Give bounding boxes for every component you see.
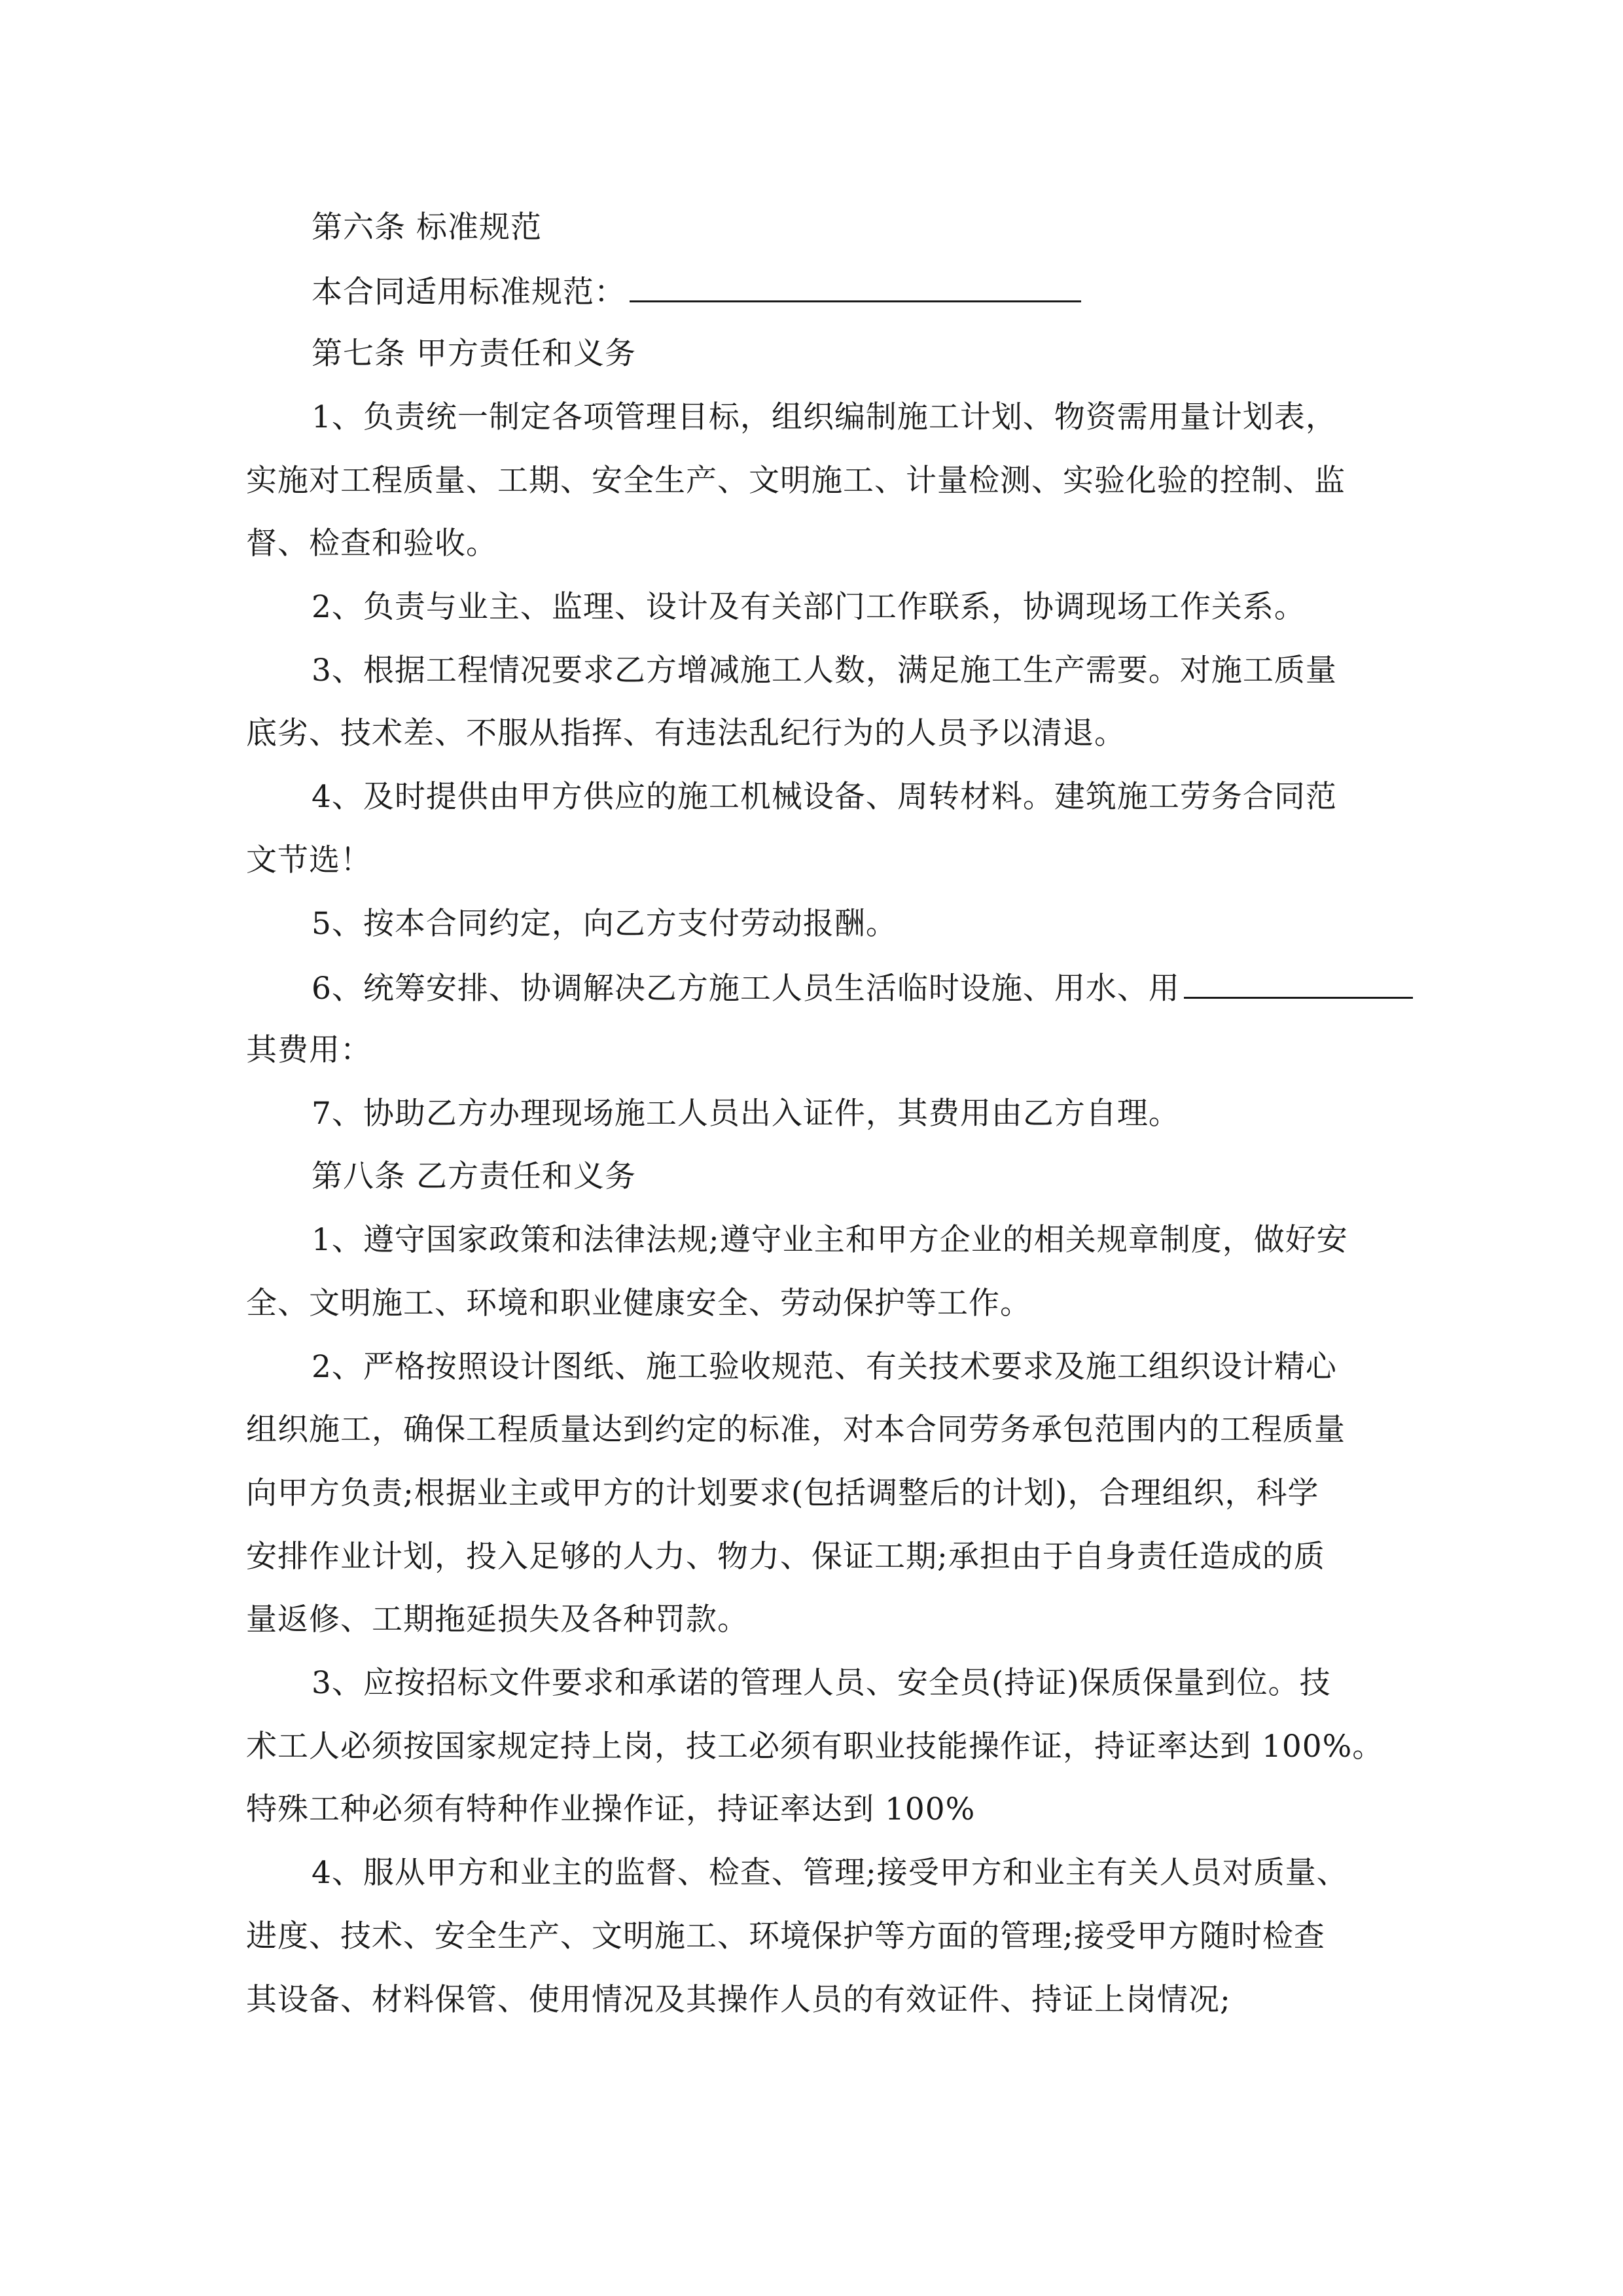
standards-line [312, 270, 1081, 313]
a7-item4-line1: 4、及时提供由甲方供应的施工机械设备、周转材料。建筑施工劳务合同范 [312, 779, 1337, 815]
a8-item1-line1: 1、遵守国家政策和法律法规;遵守业主和甲方企业的相关规章制度，做好安 [312, 1222, 1348, 1258]
a7-item1-line1: 1、负责统一制定各项管理目标，组织编制施工计划、物资需用量计划表， [312, 399, 1337, 435]
a7-item1-line2: 实施对工程质量、工期、安全生产、文明施工、计量检测、实验化验的控制、监 [246, 463, 1346, 499]
a8-item4-line1: 4、服从甲方和业主的监督、检查、管理;接受甲方和业主有关人员对质量、 [312, 1855, 1348, 1891]
a7-item3-line1: 3、根据工程情况要求乙方增减施工人数，满足施工生产需要。对施工质量 [312, 653, 1337, 689]
a7-item6-line1-wrap [312, 967, 1413, 1009]
article6-heading: 第六条 标准规范 [312, 209, 542, 245]
a7-item6-line1: 6、统筹安排、协调解决乙方施工人员生活临时设施、用水、用 [312, 971, 1180, 1007]
a8-item1-line2: 全、文明施工、环境和职业健康安全、劳动保护等工作。 [246, 1285, 1031, 1321]
a8-item4-line3: 其设备、材料保管、使用情况及其操作人员的有效证件、持证上岗情况; [246, 1982, 1231, 2018]
a8-item4-line2: 进度、技术、安全生产、文明施工、环境保护等方面的管理;接受甲方随时检查 [246, 1918, 1325, 1954]
a7-item2-line1: 2、负责与业主、监理、设计及有关部门工作联系，协调现场工作关系。 [312, 589, 1306, 625]
utility-blank [1184, 967, 1413, 999]
a8-item2-line4: 安排作业计划，投入足够的人力、物力、保证工期;承担由于自身责任造成的质 [246, 1539, 1325, 1575]
article8-heading: 第八条 乙方责任和义务 [312, 1158, 636, 1194]
a8-item3-line3: 特殊工种必须有特种作业操作证，持证率达到 100% [246, 1791, 976, 1827]
a8-item2-line3: 向甲方负责;根据业主或甲方的计划要求(包括调整后的计划)，合理组织，科学 [246, 1475, 1319, 1511]
a7-item5-line1: 5、按本合同约定，向乙方支付劳动报酬。 [312, 906, 897, 942]
article7-heading: 第七条 甲方责任和义务 [312, 336, 636, 372]
a7-item3-line2: 底劣、技术差、不服从指挥、有违法乱纪行为的人员予以清退。 [246, 715, 1126, 751]
a8-item2-line2: 组织施工，确保工程质量达到约定的标准，对本合同劳务承包范围内的工程质量 [246, 1412, 1346, 1448]
a8-item2-line1: 2、严格按照设计图纸、施工验收规范、有关技术要求及施工组织设计精心 [312, 1349, 1337, 1385]
a7-item4-line2: 文节选！ [246, 842, 372, 878]
a7-item1-line3: 督、检查和验收。 [246, 526, 497, 562]
a7-item6-line2: 其费用： [246, 1032, 372, 1068]
a8-item3-line1: 3、应按招标文件要求和承诺的管理人员、安全员(持证)保质保量到位。技 [312, 1665, 1331, 1701]
standards-blank [630, 270, 1081, 302]
a8-item2-line5: 量返修、工期拖延损失及各种罚款。 [246, 1602, 749, 1638]
a8-item3-line2: 术工人必须按国家规定持上岗，技工必须有职业技能操作证，持证率达到 100%。 [246, 1729, 1384, 1765]
standards-label: 本合同适用标准规范： [312, 274, 626, 310]
a7-item7-line1: 7、协助乙方办理现场施工人员出入证件，其费用由乙方自理。 [312, 1096, 1180, 1132]
